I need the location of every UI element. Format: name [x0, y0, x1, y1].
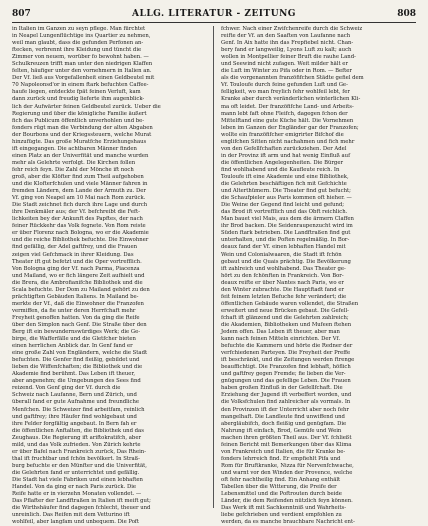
text-line: kann nach feinen Mitteln einrichten. Der Vf. [221, 336, 340, 343]
text-line: Das Pflafter der Landftraßen in Italien ift meift gut; [12, 498, 151, 505]
text-line: fonders rügt man die Verbindung der alten Abgaben [12, 124, 153, 131]
text-line: mehr als Gelehrte verfolgt. Die Kirchen follen [12, 159, 136, 166]
text-line: über den Simplon nach Genf. Die Straße über den [12, 321, 147, 328]
text-line: befuchte die Kammern und hörte die Redner der [221, 343, 353, 350]
text-line: die öffentlichen Angelegenheiten. Die Bürger [221, 159, 343, 166]
text-line: gnügungen und das gefellige Leben. Die Frauen [221, 378, 351, 385]
text-line: thal ift fruchtbar und fchön bevölkert. In Straß- [12, 455, 140, 462]
text-line: reifte der Vf. an den Saaften von Laufanne nach [221, 33, 351, 40]
text-line: überall fand er gute Aufnahme und freundliche [12, 399, 140, 406]
text-line: werden, da es manche brauchbare Nachricht ent- [221, 519, 355, 526]
text-line: mild, und das Volk zufrieden. Von Zürich kehrte [12, 441, 141, 448]
text-line: Die Stadt zeichnet fich durch ihre Lage und durch [12, 202, 148, 209]
text-line: find wohlhabend und die Kaufleute reich. In [221, 166, 340, 173]
text-line: den Winter zubrachte. Die Hauptftadt fand er [221, 286, 345, 293]
text-line: ma oft leidet. Der franzöfifche Land- und Arbeits- [221, 103, 354, 110]
page-header [12, 8, 416, 23]
text-line: haufe liegen, entdeckte fpät feinen Verluft, kam [12, 89, 141, 96]
text-line: deaux reifte er über Nantes nach Paris, wo er [221, 279, 344, 286]
text-line: und die Klofterfchulen und viele Männer fahren in [12, 181, 148, 188]
left-column [12, 26, 207, 526]
text-line: hört zu den fchönften in Frankreich. Von Bor- [221, 272, 344, 279]
text-line: Kranke aber durch veränderlichen winterlichen Kli- [221, 96, 361, 103]
text-line: merkte der Vf., daß die Einwohner die Franzofen [12, 300, 144, 307]
text-line: felligkeit, wo man freylich fehr wohlfeil lebt, fer [221, 89, 350, 96]
text-line: Vf. Touloufe durch feine gefunden Luft und Ge- [221, 82, 348, 89]
running-title: ALLG. LITERATUR - ZEITUNG [132, 9, 296, 19]
text-line: Der Vf. ließ aus Vorgefallenheit einen Geldbeutel mit [12, 75, 155, 82]
text-line: und Seewind nicht zufagen. Weit milder hält er [221, 61, 348, 68]
text-line: find gefällig, der Adel gaftfrey, und die Frauen [12, 244, 138, 251]
text-line: Scala befuchte. Der Dom zu Mailand gehört zu den [12, 286, 150, 293]
text-line: fremden Ländern, dem Lande der Armuth zu. Der [12, 188, 146, 195]
text-line: mangelhaft. Die Landleute find unwiffend und [221, 413, 345, 420]
text-line: Genf. In Aix hatte ihn das Frepfiebel nicht. Chan- [221, 40, 354, 47]
text-line: Lebensmittel und die Poftrouten durch beide [221, 491, 342, 498]
text-line: mann lebt faft ohne Fleifch, dagegen fchon der [221, 110, 348, 117]
text-line: die Volksfchulen find zahlreicher als vormals. In [221, 399, 351, 406]
text-line: reizend. Von Genf ging der Vf. durch die [12, 385, 121, 392]
text-line: wollte ein franzöfifcher emigrirter Bifchof die [221, 131, 344, 138]
text-line: in Neapel Lungenflüchtige ins Quartier zu nehmen, [12, 33, 151, 40]
text-line: die Gelehrten beschäftigen fich mit Gefchichte [221, 181, 347, 188]
text-line: wohlfeil, aber langfam und unbequem. Die Poft [12, 519, 140, 526]
text-line: den Provinzen ift der Unterricht aber noch fehr [221, 406, 349, 413]
text-line: vermiffen, da fie unter deren Herrfchaft mehr [12, 307, 136, 314]
text-line: und warnt vor den Winden der Provence, welche [221, 469, 353, 476]
page-number-right: 808 [397, 9, 416, 19]
text-line: feinen Bericht mit Bemerkungen über das Klima [221, 441, 352, 448]
text-line: Handel. Von da ging er nach Paris zurück. Die [12, 484, 137, 491]
text-line: Rom für Bruftkranke, Nizza für Nervenfchwache, [221, 462, 354, 469]
text-line: die Akademien, Bibliotheken und Mufeen ftehen [221, 321, 352, 328]
text-line: Schweiz nach Laufanne, Bern und Zürich, und [12, 392, 137, 399]
text-line: die Schaufpieler aus Paris kommen oft hieher. — [221, 195, 352, 202]
text-line: beauffichtigt. Die Franzofen find lebhaft, höflich [221, 364, 351, 371]
text-line: die Gelehrten fand er unterrichtet und gefällig. [12, 469, 140, 476]
text-line: Akademie find berühmt. Das Leben ift theuer, [12, 371, 136, 378]
text-line: Reife hatte er in vierzehn Monaten vollendet. — [12, 491, 142, 498]
text-line: burg befuchte er den Münfter und die Univerfität, [12, 462, 147, 469]
text-line: feiner Rückkehr das Volk fegnete. Von Rom reiste [12, 223, 146, 230]
text-line: und gaftfrey gegen Fremde; fie lieben die Ver- [221, 371, 346, 378]
text-line: ihre Denkmäler aus; der Vf. befchreibt die Feft- [12, 209, 140, 216]
text-line: englifchen Sitten nicht nachahmen und fich mehr [221, 138, 355, 145]
text-line: haben großen Einfluß in der Gefellfchaft. Die [221, 385, 343, 392]
text-line: lichkeiten bey der Ankunft des Papftes, der nach [12, 216, 143, 223]
text-line: er über Florenz nach Bologna, wo er die Akademie [12, 230, 149, 237]
text-line: Man bauet viel Mais, aus dem die ärmern Claffen [221, 216, 354, 223]
text-line: und Mailand, wo er fich längere Zeit aufhielt und [12, 272, 145, 279]
text-line: Theater ift gut befetzt und die Oper vortrefflich. [12, 258, 142, 265]
text-line: groß, aber die Klöfter find zum Theil aufgehoben [12, 173, 144, 180]
text-line: Touloufe ift eine Akademie und eine Bibliothek, [221, 173, 349, 180]
text-line: in Italien im Ganzen zu seyn pflege. Man fürchtet [12, 26, 146, 32]
text-line: Regierung und über die königliche Familie äußert [12, 110, 147, 117]
text-line: die Brera, die Ambrofianifche Bibliothek und die [12, 279, 143, 286]
text-line: Die Weine der Gegend find leicht und gefund; [221, 202, 345, 209]
column-divider [213, 26, 214, 508]
text-line: unreinlich. Das Reifen mit dem Vetturino ift [12, 512, 130, 519]
text-line: Erziehung der Jugend ift verbeffert worden, und [221, 392, 352, 399]
text-line: verfchiedenen Parteyen. Die Freyheit der Preffe [221, 350, 351, 357]
text-line: felten, häufiger unter den vornehmern in Italien an. [12, 68, 152, 75]
text-line: Zeughaus. Die Regierung ift ariftokratifch, aber [12, 434, 141, 441]
text-line: Länder, die dem Reifenden nützlich feyn können. [221, 498, 353, 505]
text-line: eine große Zahl von Engländern, welche die Stadt [12, 350, 148, 357]
text-line: Tabellen über die Witterung, die Preife der [221, 484, 337, 491]
text-line: Menfchen. Die Schweizer find arbeitfam, reinlich [12, 406, 145, 413]
text-line: fchwer. Nach einer Zwifchenreife durch die Schweiz [221, 26, 363, 32]
text-line: deaux fand der Vf. einen lebhaften Handel mit [221, 244, 346, 251]
text-line: Mittelftand eine gute Küche hält. Die Vornehmen [221, 117, 354, 124]
text-line: und Alterthümern. Die Theater find gut befucht; [221, 188, 351, 195]
text-line: in der Provinz ift arm und hat wenig Einfluß auf [221, 152, 351, 159]
text-line: Jedem offen. Das Leben ift theuer, aber man [221, 329, 340, 336]
text-line: Süden ftark betrieben. Die Landftraßen find gut [221, 230, 351, 237]
text-line: öffentlichen Gebäude waren vollendet, die Straßen [221, 300, 359, 307]
text-line: fchaft ift glänzend und die Gelehrten zahlreich; [221, 314, 349, 321]
text-line: und gaftfrey; ihre Häufer find wohlgebaut und [12, 413, 137, 420]
text-line: fich das Publicum öffentlich unverhohlen und be- [12, 117, 145, 124]
text-line: ftecken, verbrennt ihre Kleidung und tüncht die [12, 47, 142, 54]
text-line: oft fehr nachtheilig find. Ein Anhang enthält [221, 477, 341, 483]
text-line: von den Gefellfchaften zurückziehen. Der Adel [221, 145, 347, 152]
text-line: die Wirthshäufer find dagegen fchlecht, theuer und [12, 505, 151, 512]
text-line: einen Platz an der Univerfität und manche wurden [12, 152, 149, 159]
text-line: Vf. ging von Neapel am 10 Mai nach Rom zurück. [12, 195, 146, 202]
text-line: ihr Brod backen. Die Seidenraupenzucht wird im [221, 223, 353, 230]
text-line: weil man glaubt, dass die gefunden Perfonen an- [12, 40, 144, 47]
text-line: Berg ift ein bewundernswürdiges Werk; die Ge- [12, 329, 140, 336]
text-line: zeigen viel Gefchmack in ihrer Kleidung. Das [12, 251, 134, 258]
text-line: prächtigften Gebäuden Italiens. In Mailand be- [12, 293, 139, 300]
text-line: gebaut und die Quais prächtig. Die Bevölkerung [221, 258, 351, 265]
text-line: der Bourbons und der Kriegssteuern, welche Murat [12, 131, 152, 138]
text-line: liebe gefchrieben und verdient empfohlen zu [221, 512, 342, 519]
text-line: Schulkreuzen trifft man unter den niedrigen Klaffen [12, 61, 153, 68]
text-line: als die vorgenannten franzöfifchen Städte gefiel dem [221, 75, 364, 82]
text-line: wollen in Montpellier feiner Bruft die rauhe Land- [221, 54, 356, 61]
text-line: einen herrlichen Anblick dar. In Genf fand er [12, 343, 133, 350]
text-line: erweitert und neue Brücken gebaut. Die Gefell- [221, 307, 349, 314]
text-line: Freyheit genoffen hatten. Von da ging die Reife [12, 314, 140, 321]
text-line: ift zahlreich und wohlhabend. Das Theater ge- [221, 265, 346, 272]
text-line: Nahrung ift einfach, Brod, Gemüfe und Wein [221, 427, 342, 434]
text-line: Von Bologna ging der Vf. nach Parma, Piacenza [12, 265, 140, 272]
text-line: ift beschränkt, und die Zeitungen werden ftrenge [221, 357, 355, 364]
text-line: das Brod ift vortrefflich und das Obft reichlich. [221, 209, 348, 216]
text-line: und die reiche Bibliothek befuchte. Die Einwohner [12, 237, 149, 244]
text-line: er über Bafel nach Frankreich zurück, Das Rhein- [12, 448, 146, 455]
text-line: leben im Ganzen der Engländer gar der Franzofen; [221, 124, 359, 131]
text-line: aber angenehm; die Umgebungen des Sees find [12, 378, 141, 385]
text-line: fonders lehrreich find. Er empfiehlt Pifa und [221, 455, 341, 462]
page-number-left: 807 [12, 9, 31, 19]
text-line: birge, die Wafferfälle und die Gletfcher bieten [12, 336, 136, 343]
text-line: Die Stadt hat viele Fabriken und einen lebhaften [12, 477, 143, 483]
text-line: die öffentlichen Anftalten, die Bibliothek und das [12, 427, 144, 434]
text-line: hinzufügte. Das große Muratfche Erziehungshaus [12, 138, 147, 145]
text-line: ihre Felder forgfältig angebaut. In Bern fah er [12, 420, 137, 427]
text-line: ift eingegangen. Die achtbaren Männer finden [12, 145, 137, 152]
text-line: feit feinem letzten Befuche fehr verändert; die [221, 293, 347, 300]
text-line: dann zurück und freudig lieferte ihm augenblick- [12, 96, 145, 103]
text-line: Zimmer von neuem, worüber fo bewohnt haben. — [12, 54, 149, 61]
text-line: Wein und Colonialwaaren, die Stadt ift fchön [221, 251, 342, 258]
text-line: befuchten. Die Genfer find fleißig, gebildet und [12, 357, 140, 364]
right-column [221, 26, 416, 526]
text-line: fehr reich feyn. Die Zahl der Mönche ift noch [12, 166, 134, 173]
text-line: lich der Aufwärter feinen Geldbeutel zurück. Ueber die [12, 103, 161, 110]
text-line: Das Werk ift mit Sachkenntniß und Wahrheits- [221, 505, 347, 512]
text-line: die Luft im Winter zu Pifa oder in Rom. — Befter [221, 68, 352, 75]
text-line: machen ihren größten Theil aus. Der Vf. fchließt [221, 434, 352, 441]
text-line: abergläubifch, doch fleißig und genügfam. Die [221, 420, 347, 427]
text-line: von Frankreich und Italien, die für Kranke be- [221, 448, 346, 455]
text-line: bery fand er langweilig, Lyons Luft zu kalt; auch [221, 47, 352, 54]
text-line: 70 Napoleonsd'or in einem ftark befuchten Caffee- [12, 82, 149, 89]
text-line: lieben die Wiffenfchaften; die Bibliothek und die [12, 364, 143, 371]
text-line: unterhalten, und die Poften regelmäßig. In Bor- [221, 237, 350, 244]
